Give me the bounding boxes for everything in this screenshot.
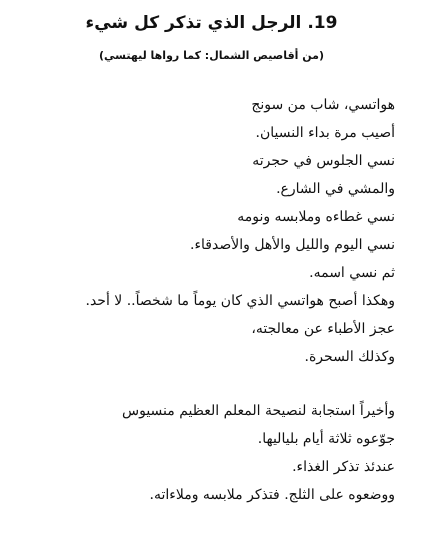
stanza <box>15 398 395 510</box>
poem-line: عندئذ تذكر الغذاء. <box>292 459 395 475</box>
poem-line: نسي الجلوس في حجرته <box>252 153 395 169</box>
chapter-header <box>0 12 423 64</box>
chapter-number: 19. <box>307 13 338 33</box>
poem-line: نسي اليوم والليل والأهل والأصدقاء. <box>190 237 395 253</box>
poem-line: جوّعوه ثلاثة أيام بلياليها. <box>257 431 395 447</box>
poem-line: والمشي في الشارع. <box>276 181 395 197</box>
poem-line: ثم نسي اسمه. <box>309 265 395 281</box>
chapter-title-text: الرجل الذي تذكر كل شيء <box>85 13 302 33</box>
poem-line: أصيب مرة بداء النسيان. <box>255 125 395 141</box>
chapter-title <box>0 12 423 34</box>
poem-line: هواتسي، شاب من سونج <box>251 97 395 113</box>
poem-line: عجز الأطباء عن معالجته، <box>251 321 395 337</box>
poem-line: وكذلك السحرة. <box>304 349 395 365</box>
poem-line: وأخيراً استجابة لنصيحة المعلم العظيم منسيوس <box>122 403 395 419</box>
poem-line: نسي غطاءه وملابسه ونومه <box>237 209 395 225</box>
stanza <box>15 92 395 372</box>
poem-line: وهكذا أصبح هواتسي الذي كان يوماً ما شخصاً.. لا أحد. <box>85 293 395 309</box>
stanza-break <box>15 372 395 398</box>
poem-line: ووضعوه على الثلج. فتذكر ملابسه وملاءاته. <box>149 487 395 503</box>
poem-body <box>15 92 395 510</box>
chapter-subtitle: (من أقاصيص الشمال: كما رواها ليهتسي) <box>99 49 324 62</box>
